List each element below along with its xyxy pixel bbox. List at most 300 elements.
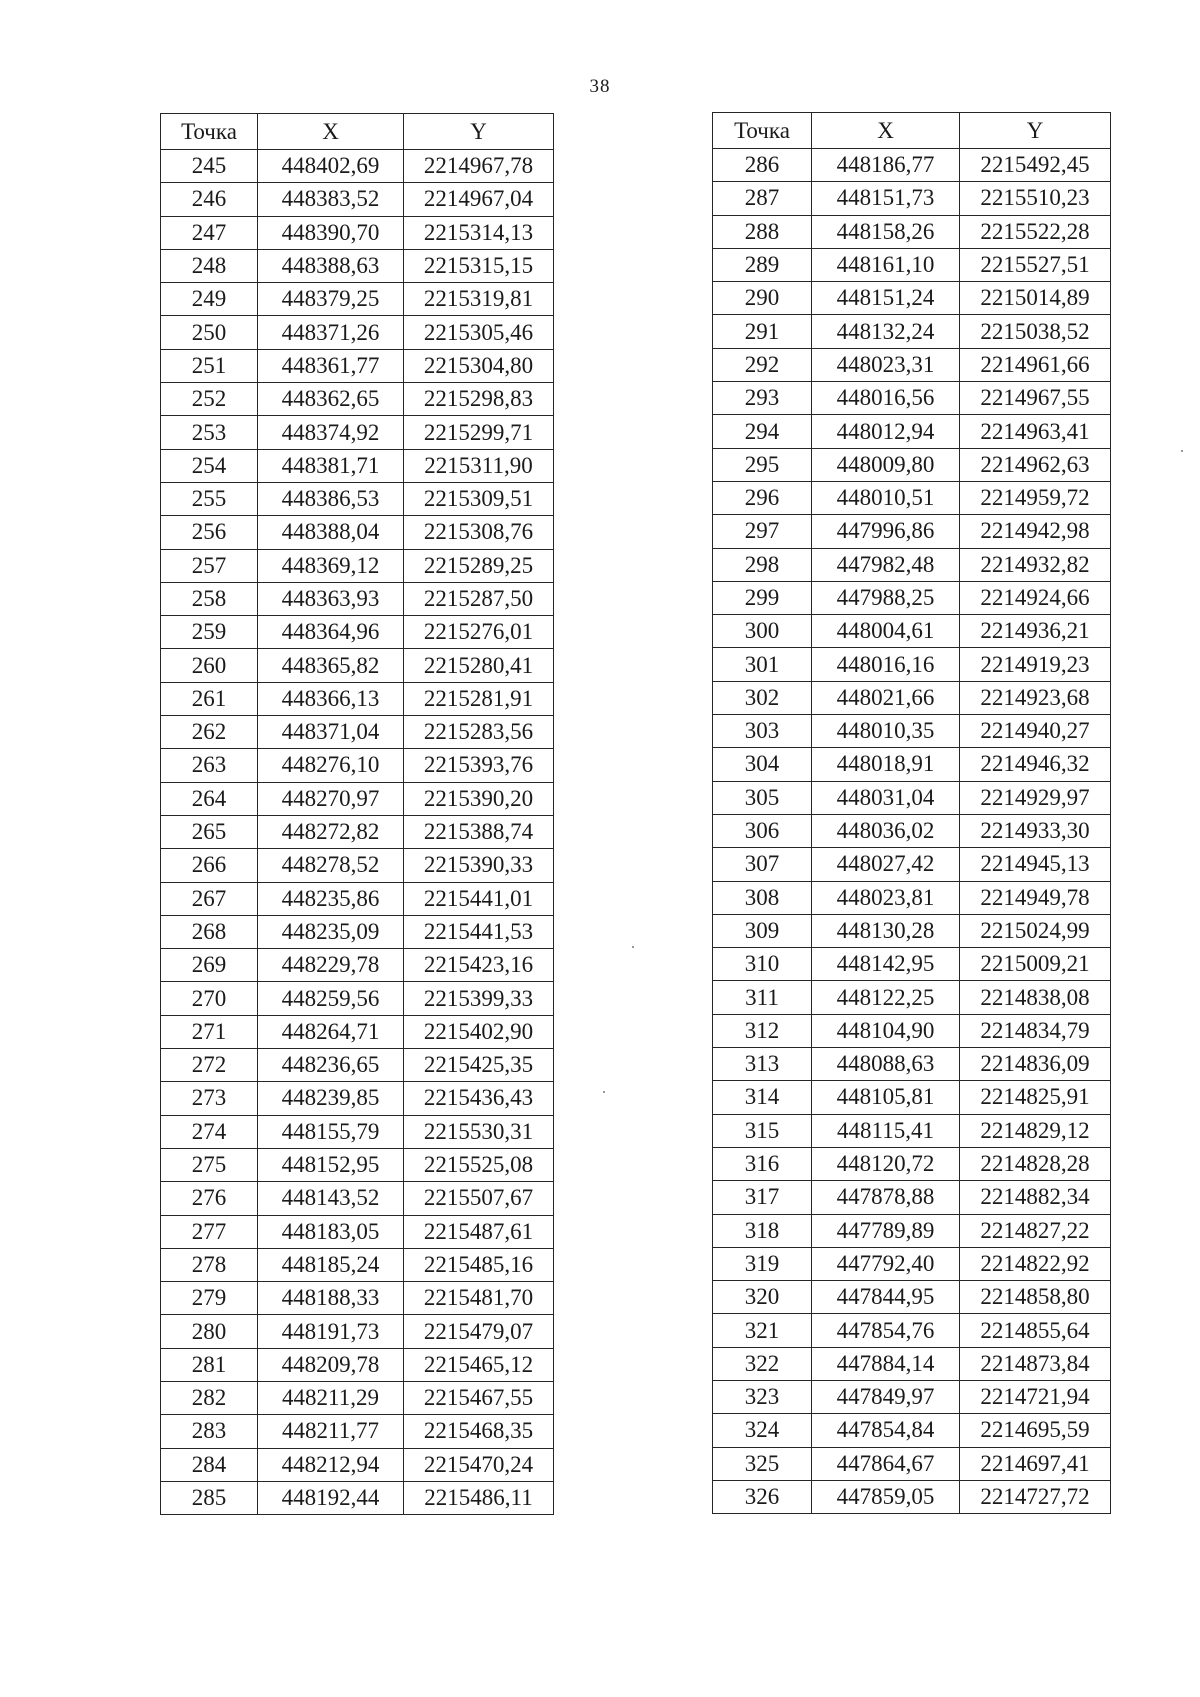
cell-point: 266: [161, 849, 258, 882]
cell-y: 2215304,80: [404, 349, 554, 382]
cell-x: 448115,41: [812, 1114, 960, 1147]
cell-y: 2214919,23: [960, 648, 1111, 681]
cell-y: 2215470,24: [404, 1448, 554, 1481]
column-header-y: Y: [404, 114, 554, 150]
cell-x: 448390,70: [258, 216, 404, 249]
table-row: [161, 1348, 554, 1381]
table-row: [161, 216, 554, 249]
table-row: [161, 1049, 554, 1082]
cell-point: 318: [713, 1214, 812, 1247]
cell-y: 2214855,64: [960, 1314, 1111, 1347]
cell-x: 448386,53: [258, 482, 404, 515]
cell-y: 2215305,46: [404, 316, 554, 349]
coordinates-table-right: [712, 112, 1111, 1514]
cell-point: 273: [161, 1082, 258, 1115]
cell-x: 448388,04: [258, 516, 404, 549]
cell-y: 2215299,71: [404, 416, 554, 449]
table-row: [713, 948, 1111, 981]
table-row: [713, 914, 1111, 947]
table-row: [713, 382, 1111, 415]
cell-x: 448016,56: [812, 382, 960, 415]
table-row: [161, 283, 554, 316]
cell-y: 2214822,92: [960, 1247, 1111, 1280]
table-row: [161, 1481, 554, 1514]
cell-point: 292: [713, 348, 812, 381]
cell-point: 283: [161, 1415, 258, 1448]
table-row: [161, 582, 554, 615]
cell-point: 306: [713, 814, 812, 847]
cell-x: 448379,25: [258, 283, 404, 316]
cell-y: 2215485,16: [404, 1248, 554, 1281]
table-row: [713, 515, 1111, 548]
cell-y: 2215281,91: [404, 682, 554, 715]
cell-x: 448088,63: [812, 1048, 960, 1081]
table-row: [713, 981, 1111, 1014]
cell-x: 448369,12: [258, 549, 404, 582]
cell-y: 2214697,41: [960, 1447, 1111, 1480]
cell-x: 448270,97: [258, 782, 404, 815]
cell-point: 287: [713, 182, 812, 215]
table-row: [161, 1248, 554, 1281]
table-row: [713, 1314, 1111, 1347]
cell-y: 2214829,12: [960, 1114, 1111, 1147]
cell-x: 448361,77: [258, 349, 404, 382]
cell-point: 296: [713, 481, 812, 514]
table-row: [161, 1082, 554, 1115]
cell-point: 275: [161, 1148, 258, 1181]
cell-x: 447792,40: [812, 1247, 960, 1280]
cell-y: 2214827,22: [960, 1214, 1111, 1247]
cell-y: 2214929,97: [960, 781, 1111, 814]
cell-x: 448371,26: [258, 316, 404, 349]
table-row: [161, 849, 554, 882]
table-row: [713, 648, 1111, 681]
table-row: [161, 416, 554, 449]
cell-x: 448191,73: [258, 1315, 404, 1348]
cell-y: 2215525,08: [404, 1148, 554, 1181]
cell-point: 289: [713, 248, 812, 281]
cell-y: 2215390,33: [404, 849, 554, 882]
cell-y: 2215479,07: [404, 1315, 554, 1348]
column-header-point: Точка: [161, 114, 258, 150]
cell-x: 448211,29: [258, 1381, 404, 1414]
cell-x: 447849,97: [812, 1380, 960, 1413]
cell-point: 290: [713, 282, 812, 315]
table-header-row: [161, 114, 554, 150]
cell-x: 448235,09: [258, 915, 404, 948]
cell-y: 2215492,45: [960, 149, 1111, 182]
table-row: [161, 949, 554, 982]
cell-point: 263: [161, 749, 258, 782]
cell-x: 448229,78: [258, 949, 404, 982]
cell-y: 2215314,13: [404, 216, 554, 249]
cell-y: 2215530,31: [404, 1115, 554, 1148]
cell-y: 2214962,63: [960, 448, 1111, 481]
scan-speck: [1181, 450, 1183, 452]
cell-x: 448211,77: [258, 1415, 404, 1448]
cell-y: 2215467,55: [404, 1381, 554, 1414]
table-row: [713, 315, 1111, 348]
cell-point: 294: [713, 415, 812, 448]
cell-x: 447844,95: [812, 1281, 960, 1314]
cell-y: 2215319,81: [404, 283, 554, 316]
cell-x: 448105,81: [812, 1081, 960, 1114]
cell-x: 448158,26: [812, 215, 960, 248]
cell-point: 262: [161, 716, 258, 749]
cell-x: 448366,13: [258, 682, 404, 715]
cell-point: 252: [161, 383, 258, 416]
cell-point: 288: [713, 215, 812, 248]
table-row: [161, 316, 554, 349]
cell-x: 448023,81: [812, 881, 960, 914]
cell-point: 259: [161, 616, 258, 649]
cell-y: 2214882,34: [960, 1181, 1111, 1214]
page-number: 38: [589, 76, 611, 97]
table-row: [713, 848, 1111, 881]
cell-y: 2214834,79: [960, 1014, 1111, 1047]
table-row: [713, 1048, 1111, 1081]
table-row: [713, 1247, 1111, 1280]
cell-point: 326: [713, 1480, 812, 1513]
cell-point: 308: [713, 881, 812, 914]
cell-x: 448130,28: [812, 914, 960, 947]
cell-point: 298: [713, 548, 812, 581]
cell-point: 286: [713, 149, 812, 182]
cell-y: 2215309,51: [404, 482, 554, 515]
cell-point: 316: [713, 1147, 812, 1180]
cell-y: 2214727,72: [960, 1480, 1111, 1513]
cell-y: 2215289,25: [404, 549, 554, 582]
table-row: [161, 249, 554, 282]
cell-point: 276: [161, 1182, 258, 1215]
cell-x: 448151,24: [812, 282, 960, 315]
cell-y: 2214828,28: [960, 1147, 1111, 1180]
cell-point: 322: [713, 1347, 812, 1380]
cell-y: 2214967,04: [404, 183, 554, 216]
cell-point: 264: [161, 782, 258, 815]
cell-y: 2215276,01: [404, 616, 554, 649]
cell-y: 2215423,16: [404, 949, 554, 982]
cell-point: 253: [161, 416, 258, 449]
table-row: [161, 1182, 554, 1215]
coordinates-table-left: [160, 113, 554, 1515]
cell-y: 2214858,80: [960, 1281, 1111, 1314]
cell-x: 448239,85: [258, 1082, 404, 1115]
cell-point: 291: [713, 315, 812, 348]
cell-point: 315: [713, 1114, 812, 1147]
cell-y: 2214959,72: [960, 481, 1111, 514]
cell-y: 2215522,28: [960, 215, 1111, 248]
cell-point: 280: [161, 1315, 258, 1348]
cell-y: 2215038,52: [960, 315, 1111, 348]
table-row: [713, 748, 1111, 781]
table-row: [713, 715, 1111, 748]
cell-point: 325: [713, 1447, 812, 1480]
table-row: [713, 348, 1111, 381]
cell-x: 448018,91: [812, 748, 960, 781]
cell-y: 2215399,33: [404, 982, 554, 1015]
cell-point: 245: [161, 150, 258, 183]
cell-x: 448212,94: [258, 1448, 404, 1481]
cell-x: 448036,02: [812, 814, 960, 847]
cell-point: 305: [713, 781, 812, 814]
cell-x: 448402,69: [258, 150, 404, 183]
cell-y: 2215287,50: [404, 582, 554, 615]
cell-x: 448272,82: [258, 815, 404, 848]
cell-point: 272: [161, 1049, 258, 1082]
table-row: [713, 548, 1111, 581]
cell-x: 447878,88: [812, 1181, 960, 1214]
cell-point: 246: [161, 183, 258, 216]
table-row: [713, 1214, 1111, 1247]
cell-point: 267: [161, 882, 258, 915]
cell-x: 448132,24: [812, 315, 960, 348]
cell-y: 2215280,41: [404, 649, 554, 682]
cell-y: 2214945,13: [960, 848, 1111, 881]
column-header-x: X: [812, 113, 960, 149]
cell-x: 448209,78: [258, 1348, 404, 1381]
cell-point: 307: [713, 848, 812, 881]
cell-x: 448264,71: [258, 1015, 404, 1048]
cell-y: 2214933,30: [960, 814, 1111, 847]
cell-x: 447789,89: [812, 1214, 960, 1247]
table-row: [161, 1315, 554, 1348]
cell-point: 274: [161, 1115, 258, 1148]
cell-x: 448155,79: [258, 1115, 404, 1148]
cell-point: 284: [161, 1448, 258, 1481]
cell-point: 319: [713, 1247, 812, 1280]
table-row: [161, 482, 554, 515]
cell-x: 448143,52: [258, 1182, 404, 1215]
table-row: [161, 549, 554, 582]
cell-y: 2215425,35: [404, 1049, 554, 1082]
cell-point: 271: [161, 1015, 258, 1048]
table-row: [713, 681, 1111, 714]
cell-y: 2215441,53: [404, 915, 554, 948]
cell-x: 448235,86: [258, 882, 404, 915]
cell-y: 2215298,83: [404, 383, 554, 416]
cell-x: 448381,71: [258, 449, 404, 482]
cell-point: 251: [161, 349, 258, 382]
cell-x: 447859,05: [812, 1480, 960, 1513]
scan-speck: [632, 946, 634, 948]
cell-point: 310: [713, 948, 812, 981]
cell-x: 447988,25: [812, 581, 960, 614]
cell-point: 256: [161, 516, 258, 549]
table-row: [161, 1448, 554, 1481]
table-row: [713, 1380, 1111, 1413]
cell-x: 448276,10: [258, 749, 404, 782]
cell-y: 2214940,27: [960, 715, 1111, 748]
cell-y: 2215390,20: [404, 782, 554, 815]
table-header-row: [713, 113, 1111, 149]
table-row: [713, 481, 1111, 514]
cell-x: 447884,14: [812, 1347, 960, 1380]
cell-y: 2214721,94: [960, 1380, 1111, 1413]
cell-point: 311: [713, 981, 812, 1014]
cell-point: 309: [713, 914, 812, 947]
cell-x: 448122,25: [812, 981, 960, 1014]
cell-y: 2214942,98: [960, 515, 1111, 548]
table-row: [713, 1480, 1111, 1513]
table-body-right: [713, 149, 1111, 1514]
cell-x: 448021,66: [812, 681, 960, 714]
table-row: [713, 1147, 1111, 1180]
cell-x: 448388,63: [258, 249, 404, 282]
cell-x: 448009,80: [812, 448, 960, 481]
cell-y: 2215311,90: [404, 449, 554, 482]
table-row: [161, 682, 554, 715]
cell-x: 448363,93: [258, 582, 404, 615]
cell-x: 448151,73: [812, 182, 960, 215]
cell-point: 268: [161, 915, 258, 948]
table-body-left: [161, 150, 554, 1515]
cell-x: 448142,95: [812, 948, 960, 981]
cell-point: 300: [713, 615, 812, 648]
cell-point: 265: [161, 815, 258, 848]
cell-x: 448016,16: [812, 648, 960, 681]
table-row: [161, 749, 554, 782]
cell-y: 2215441,01: [404, 882, 554, 915]
table-row: [713, 1081, 1111, 1114]
cell-x: 448012,94: [812, 415, 960, 448]
table-row: [161, 183, 554, 216]
table-row: [713, 581, 1111, 614]
table-row: [713, 615, 1111, 648]
scan-speck: [603, 1091, 605, 1093]
table-row: [713, 1281, 1111, 1314]
cell-x: 448236,65: [258, 1049, 404, 1082]
cell-point: 281: [161, 1348, 258, 1381]
cell-y: 2214946,32: [960, 748, 1111, 781]
cell-point: 279: [161, 1282, 258, 1315]
cell-point: 317: [713, 1181, 812, 1214]
cell-point: 278: [161, 1248, 258, 1281]
table-row: [161, 1415, 554, 1448]
cell-x: 448027,42: [812, 848, 960, 881]
table-row: [713, 248, 1111, 281]
cell-y: 2215283,56: [404, 716, 554, 749]
table-row: [713, 1447, 1111, 1480]
column-header-point: Точка: [713, 113, 812, 149]
cell-point: 293: [713, 382, 812, 415]
cell-point: 295: [713, 448, 812, 481]
table-row: [161, 1015, 554, 1048]
column-header-y: Y: [960, 113, 1111, 149]
table-row: [713, 282, 1111, 315]
cell-x: 448023,31: [812, 348, 960, 381]
cell-point: 312: [713, 1014, 812, 1047]
cell-point: 269: [161, 949, 258, 982]
table-row: [161, 1115, 554, 1148]
cell-point: 303: [713, 715, 812, 748]
cell-x: 448192,44: [258, 1481, 404, 1514]
cell-point: 247: [161, 216, 258, 249]
cell-point: 323: [713, 1380, 812, 1413]
cell-x: 447864,67: [812, 1447, 960, 1480]
cell-x: 447982,48: [812, 548, 960, 581]
table-row: [713, 182, 1111, 215]
cell-y: 2214936,21: [960, 615, 1111, 648]
cell-x: 448383,52: [258, 183, 404, 216]
cell-x: 448161,10: [812, 248, 960, 281]
cell-y: 2215402,90: [404, 1015, 554, 1048]
cell-y: 2215436,43: [404, 1082, 554, 1115]
cell-y: 2214836,09: [960, 1048, 1111, 1081]
cell-point: 313: [713, 1048, 812, 1081]
cell-y: 2214961,66: [960, 348, 1111, 381]
cell-x: 448362,65: [258, 383, 404, 416]
cell-y: 2214967,78: [404, 150, 554, 183]
table-row: [713, 149, 1111, 182]
cell-y: 2214924,66: [960, 581, 1111, 614]
table-row: [161, 449, 554, 482]
cell-x: 448183,05: [258, 1215, 404, 1248]
cell-point: 250: [161, 316, 258, 349]
cell-point: 282: [161, 1381, 258, 1414]
cell-y: 2215468,35: [404, 1415, 554, 1448]
cell-point: 285: [161, 1481, 258, 1514]
cell-y: 2215009,21: [960, 948, 1111, 981]
table-row: [713, 814, 1111, 847]
cell-x: 447854,84: [812, 1414, 960, 1447]
table-row: [161, 915, 554, 948]
cell-point: 324: [713, 1414, 812, 1447]
table-row: [161, 616, 554, 649]
table-row: [161, 1215, 554, 1248]
cell-y: 2214932,82: [960, 548, 1111, 581]
cell-y: 2215308,76: [404, 516, 554, 549]
cell-x: 448365,82: [258, 649, 404, 682]
cell-point: 320: [713, 1281, 812, 1314]
cell-x: 448010,35: [812, 715, 960, 748]
cell-x: 448374,92: [258, 416, 404, 449]
table-row: [713, 215, 1111, 248]
cell-y: 2214967,55: [960, 382, 1111, 415]
cell-y: 2215315,15: [404, 249, 554, 282]
table-row: [161, 716, 554, 749]
cell-y: 2215507,67: [404, 1182, 554, 1215]
cell-point: 255: [161, 482, 258, 515]
cell-x: 448031,04: [812, 781, 960, 814]
cell-y: 2214949,78: [960, 881, 1111, 914]
cell-y: 2215465,12: [404, 1348, 554, 1381]
cell-y: 2214838,08: [960, 981, 1111, 1014]
table-row: [161, 782, 554, 815]
cell-y: 2214963,41: [960, 415, 1111, 448]
table-row: [713, 1347, 1111, 1380]
cell-x: 448152,95: [258, 1148, 404, 1181]
cell-x: 448104,90: [812, 1014, 960, 1047]
cell-x: 448010,51: [812, 481, 960, 514]
cell-point: 297: [713, 515, 812, 548]
table-row: [161, 349, 554, 382]
cell-point: 270: [161, 982, 258, 1015]
cell-y: 2215481,70: [404, 1282, 554, 1315]
cell-y: 2215014,89: [960, 282, 1111, 315]
cell-y: 2215527,51: [960, 248, 1111, 281]
table-row: [161, 815, 554, 848]
table-row: [161, 150, 554, 183]
cell-point: 248: [161, 249, 258, 282]
table-row: [161, 882, 554, 915]
cell-y: 2215393,76: [404, 749, 554, 782]
cell-point: 254: [161, 449, 258, 482]
table-row: [713, 415, 1111, 448]
cell-x: 448120,72: [812, 1147, 960, 1180]
cell-x: 448259,56: [258, 982, 404, 1015]
cell-point: 277: [161, 1215, 258, 1248]
